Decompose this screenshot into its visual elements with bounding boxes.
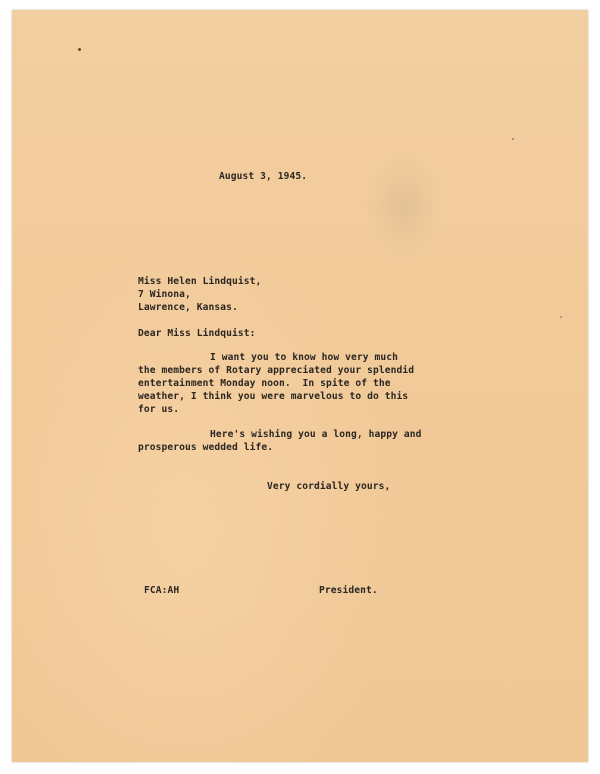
typist-initials: FCA:AH	[144, 585, 180, 596]
recipient-name: Miss Helen Lindquist,	[138, 276, 262, 287]
paragraph-line: I want you to know how very much	[210, 352, 399, 363]
paragraph-line: weather, I think you were marvelous to do this	[138, 391, 409, 402]
signature-title: President.	[319, 585, 378, 596]
paragraph-line: the members of Rotary appreciated your splendid	[138, 365, 415, 376]
recipient-street: 7 Winona,	[138, 289, 191, 300]
complimentary-closing: Very cordially yours,	[267, 481, 391, 492]
letter-page	[12, 10, 588, 762]
paragraph-line: for us.	[138, 404, 180, 415]
letter-date: August 3, 1945.	[219, 171, 308, 182]
paragraph-line: entertainment Monday noon. In spite of the	[138, 378, 391, 389]
paragraph-line: prosperous wedded life.	[138, 442, 274, 453]
paper-speck	[512, 138, 514, 140]
paper-speck	[78, 48, 81, 51]
recipient-city: Lawrence, Kansas.	[138, 302, 238, 313]
paper-speck	[560, 316, 562, 318]
paragraph-line: Here's wishing you a long, happy and	[210, 429, 422, 440]
salutation: Dear Miss Lindquist:	[138, 328, 256, 339]
